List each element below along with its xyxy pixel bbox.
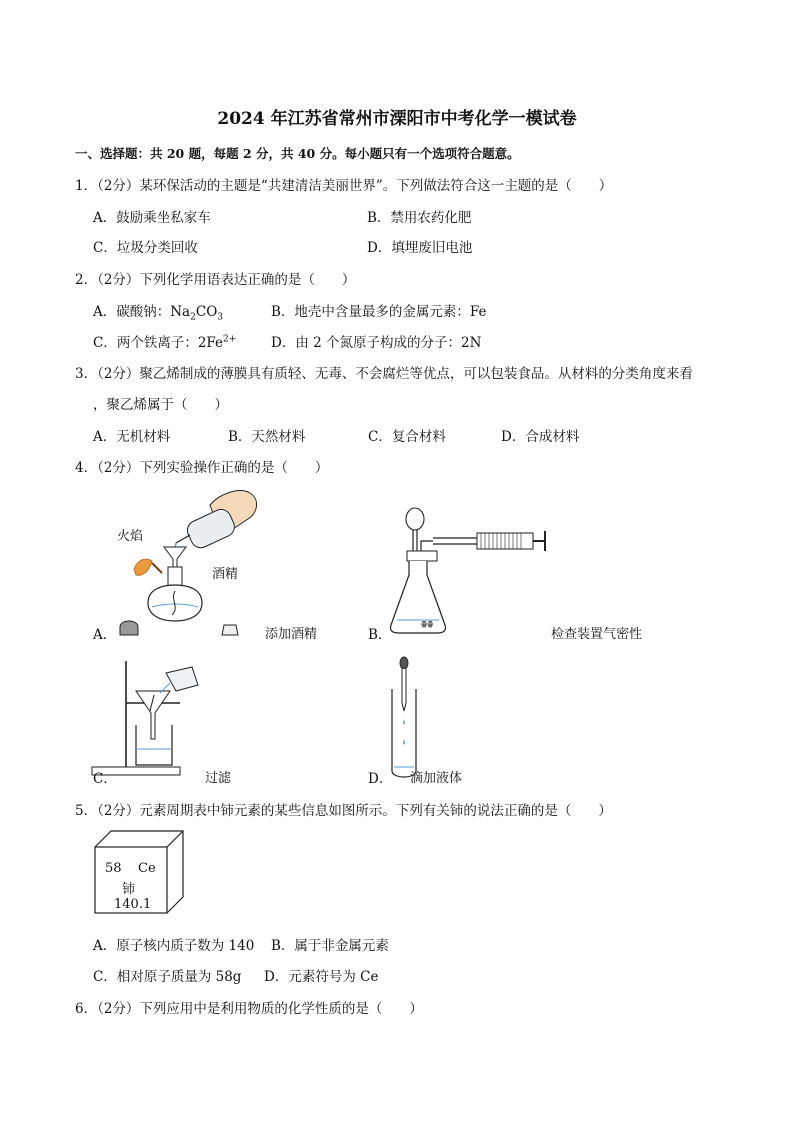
question-1-stem: 1．（2分）某环保活动的主题是“共建清洁美丽世界”。下列做法符合这一主题的是（ ） bbox=[75, 178, 613, 194]
question-2-option-c bbox=[93, 331, 236, 351]
q2a-sub1: 2 bbox=[190, 312, 196, 323]
element-name: 铈 bbox=[122, 882, 136, 897]
figure-c-filtration bbox=[88, 655, 218, 780]
question-5-option-d: D．元素符号为 Ce bbox=[264, 969, 379, 985]
figure-a-caption: 添加酒精 bbox=[265, 627, 318, 642]
q2a-mid: CO bbox=[195, 304, 218, 320]
question-2-option-d: D．由 2 个氮原子构成的分子：2N bbox=[271, 335, 482, 351]
question-5-stem: 5．（2分）元素周期表中铈元素的某些信息如图所示。下列有关铈的说法正确的是（ ） bbox=[75, 803, 612, 819]
question-1-option-b: B．禁用农药化肥 bbox=[367, 210, 472, 226]
element-cell bbox=[93, 829, 185, 915]
element-atomic-number: 58 bbox=[105, 861, 122, 876]
question-4-stem: 4．（2分）下列实验操作正确的是（ ） bbox=[75, 460, 329, 476]
question-3-option-b: B．天然材料 bbox=[228, 429, 306, 445]
element-atomic-mass: 140.1 bbox=[114, 897, 152, 912]
figure-b-airtightness-check bbox=[385, 505, 560, 635]
question-2-option-b: B．地壳中含量最多的金属元素：Fe bbox=[271, 304, 487, 320]
question-1-option-d: D．填埋废旧电池 bbox=[367, 240, 473, 256]
section-heading: 一、选择题：共 20 题，每题 2 分，共 40 分。每小题只有一个选项符合题意。 bbox=[75, 146, 520, 161]
question-4-option-a: A． bbox=[93, 627, 117, 643]
figure-a-label-flame: 火焰 bbox=[117, 529, 144, 544]
question-3-option-c: C．复合材料 bbox=[368, 429, 446, 445]
q2a-sub2: 3 bbox=[217, 312, 223, 323]
svg-text:ꙮꙮ: ꙮꙮ bbox=[421, 620, 434, 628]
page-title: 2024 年江苏省常州市溧阳市中考化学一模试卷 bbox=[217, 109, 577, 129]
figure-b-caption: 检查装置气密性 bbox=[551, 627, 643, 642]
figure-a-alcohol-lamp bbox=[110, 485, 270, 635]
question-1-option-c: C．垃圾分类回收 bbox=[93, 240, 198, 256]
question-5-option-c: C．相对原子质量为 58g bbox=[93, 969, 242, 985]
figure-d-caption: 滴加液体 bbox=[410, 771, 463, 786]
q2c-sup: 2+ bbox=[223, 334, 237, 345]
figure-c-caption: 过滤 bbox=[205, 771, 232, 786]
question-4-option-b: B． bbox=[368, 627, 392, 643]
question-2-option-a bbox=[93, 300, 223, 323]
question-5-option-a: A．原子核内质子数为 140 bbox=[93, 938, 255, 954]
question-3-option-a: A．无机材料 bbox=[93, 429, 171, 445]
question-4-option-c: C． bbox=[93, 771, 117, 787]
question-5-option-b: B．属于非金属元素 bbox=[271, 938, 389, 954]
question-6-stem: 6．（2分）下列应用中是利用物质的化学性质的是（ ） bbox=[75, 1001, 423, 1017]
question-2-stem: 2．（2分）下列化学用语表达正确的是（ ） bbox=[75, 272, 356, 288]
question-3-option-d: D．合成材料 bbox=[501, 429, 580, 445]
figure-a-label-alcohol: 酒精 bbox=[212, 567, 239, 582]
question-4-option-d: D． bbox=[368, 771, 393, 787]
figure-d-dropper bbox=[388, 655, 428, 780]
q2c-text: C．两个铁离子：2Fe bbox=[93, 335, 224, 351]
question-1-option-a: A．鼓励乘坐私家车 bbox=[93, 210, 211, 226]
question-3-stem-line2: ，聚乙烯属于（ ） bbox=[93, 397, 228, 413]
q2a-text: A．碳酸钠：Na bbox=[93, 304, 191, 320]
question-3-stem-line1: 3．（2分）聚乙烯制成的薄膜具有质轻、无毒、不会腐烂等优点，可以包装食品。从材料的分类角度来看 bbox=[75, 366, 693, 382]
element-symbol: Ce bbox=[138, 861, 156, 876]
